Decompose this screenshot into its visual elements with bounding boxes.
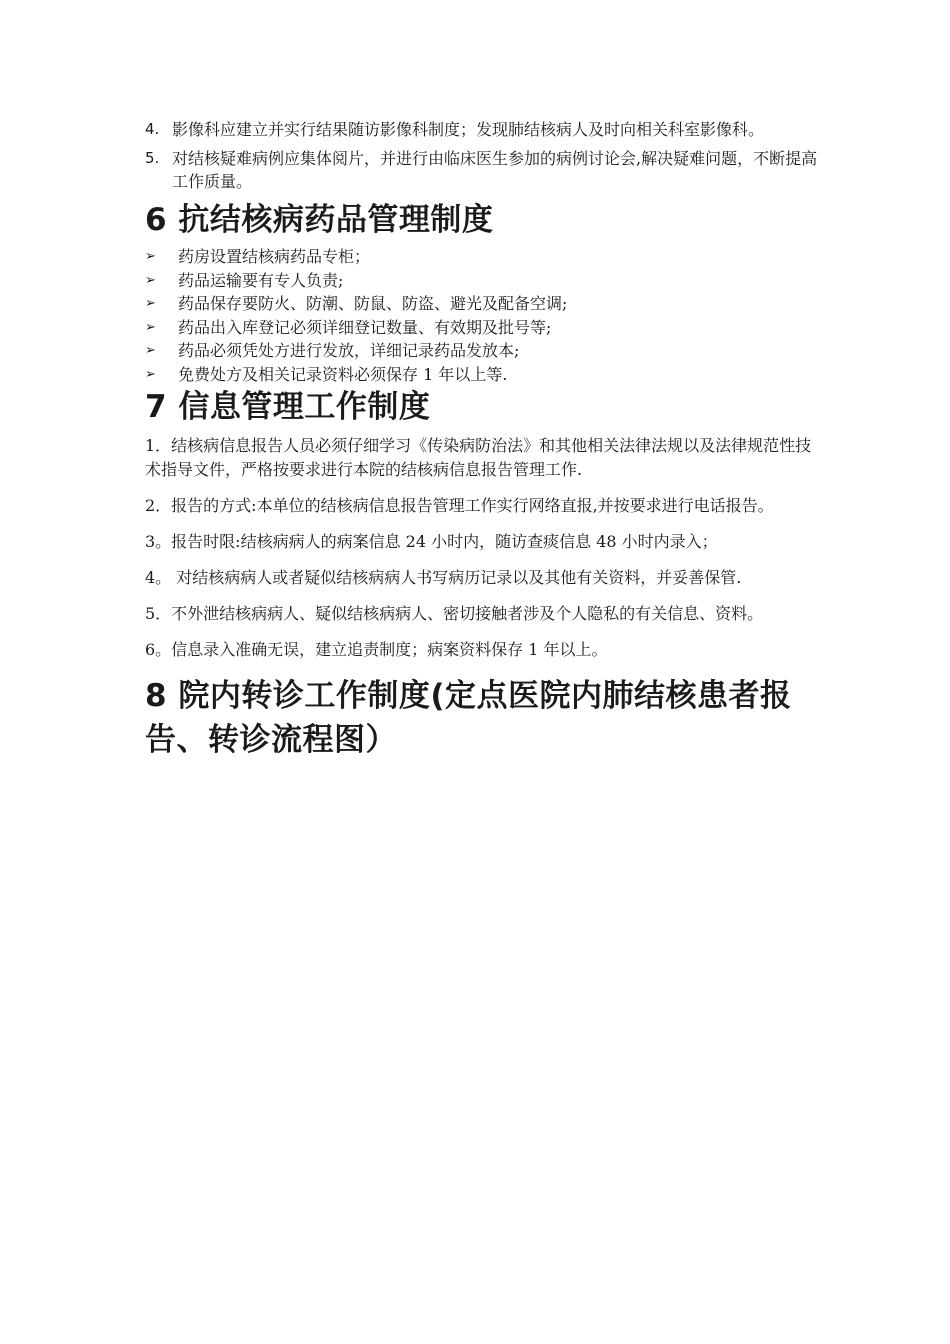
item-number: 4. [145,120,160,138]
document-page [145,118,825,762]
list-item [145,269,825,293]
item-text: 药品必须凭处方进行发放，详细记录药品发放本; [178,341,520,360]
bullet-arrow-icon: ➢ [145,296,156,311]
list-item [145,292,825,316]
list-item [145,316,825,340]
item-text: 影像科应建立并实行结果随访影像科制度；发现肺结核病人及时向相关科室影像科。 [172,120,765,139]
item-number: 5. [145,149,160,167]
bullet-list [145,245,825,386]
list-item [145,118,825,141]
list-item [145,245,825,269]
paragraph: 6。信息录入准确无误，建立追责制度；病案资料保存 1 年以上。 [145,640,608,659]
item-text: 免费处方及相关记录资料必须保存 1 年以上等. [178,364,508,384]
list-item [145,339,825,363]
bullet-arrow-icon: ➢ [145,343,156,358]
item-text: 药品保存要防火、防潮、防鼠、防盗、避光及配备空调; [178,294,568,313]
list-item [145,147,825,193]
bullet-arrow-icon: ➢ [145,272,156,288]
paragraph: 1．结核病信息报告人员必须仔细学习《传染病防治法》和其他相关法律法规以及法律规范性技术指导文件，严格按要求进行本院的结核病信息报告管理工作. [145,436,812,479]
item-text: 药房设置结核病药品专柜； [178,247,371,266]
item-text: 对结核疑难病例应集体阅片，并进行由临床医生参加的病例讨论会,解决疑难问题，不断提高工作质量。 [172,149,818,191]
item-text: 药品出入库登记必须详细登记数量、有效期及批号等; [178,317,552,337]
paragraph: 5．不外泄结核病病人、疑似结核病病人、密切接触者涉及个人隐私的有关信息、资料。 [145,604,764,623]
list-item [145,363,825,387]
section-heading-7: 7 信息管理工作制度 [145,389,431,425]
bullet-arrow-icon: ➢ [145,249,156,264]
section-heading-6: 6 抗结核病药品管理制度 [145,202,494,238]
paragraph: 3。报告时限:结核病病人的病案信息 24 小时内，随访查痰信息 48 小时内录入； [145,532,718,551]
item-text: 药品运输要有专人负责; [178,270,344,290]
paragraph: 2．报告的方式:本单位的结核病信息报告管理工作实行网络直报,并按要求进行电话报告。 [145,496,774,515]
section-heading-8: 8 院内转诊工作制度(定点医院内肺结核患者报告、转诊流程图） [145,678,792,758]
paragraph: 4。 对结核病病人或者疑似结核病病人书写病历记录以及其他有关资料，并妥善保管. [145,568,742,587]
bullet-arrow-icon: ➢ [145,366,156,382]
bullet-arrow-icon: ➢ [145,319,156,335]
